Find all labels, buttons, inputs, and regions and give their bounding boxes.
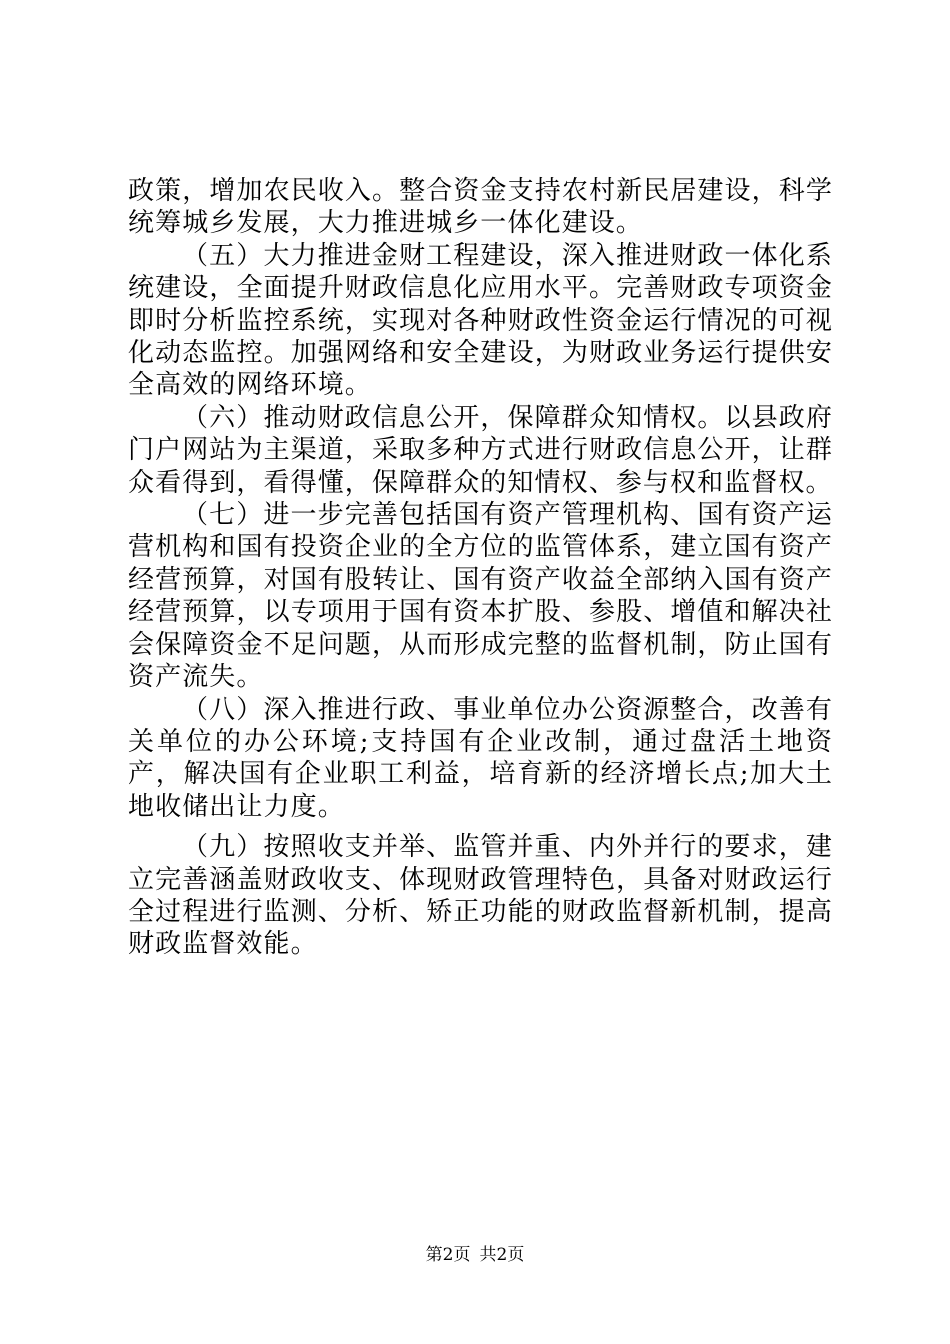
paragraph-seven: （七）进一步完善包括国有资产管理机构、国有资产运营机构和国有投资企业的全方位的监管体系，建立国有资产经营预算，对国有股转让、国有资产收益全部纳入国有资产经营预算，以专项用于国有资本扩股、参股、增值和解决社会保障资金不足问题，从而形成完整的监督机制，防止国有资产流失。 (128, 500, 833, 693)
page-number: 第2页 (425, 1245, 471, 1265)
paragraph-five: （五）大力推进金财工程建设，深入推进财政一体化系统建设，全面提升财政信息化应用水平。完善财政专项资金即时分析监控系统，实现对各种财政性资金运行情况的可视化动态监控。加强网络和安全建设，为财政业务运行提供安全高效的网络环境。 (128, 240, 833, 401)
paragraph-eight: （八）深入推进行政、事业单位办公资源整合，改善有关单位的办公环境;支持国有企业改制，通过盘活土地资产，解决国有企业职工利益，培育新的经济增长点;加大土地收储出让力度。 (128, 694, 833, 822)
document-body (128, 175, 833, 961)
page-footer (0, 1243, 950, 1267)
paragraph-six: （六）推动财政信息公开，保障群众知情权。以县政府门户网站为主渠道，采取多种方式进行财政信息公开，让群众看得到，看得懂，保障群众的知情权、参与权和监督权。 (128, 402, 833, 498)
page-total: 共2页 (479, 1245, 525, 1265)
paragraph-nine: （九）按照收支并举、监管并重、内外并行的要求，建立完善涵盖财政收支、体现财政管理特色，具备对财政运行全过程进行监测、分析、矫正功能的财政监督新机制，提高财政监督效能。 (128, 832, 833, 960)
paragraph-continuation: 政策，增加农民收入。整合资金支持农村新民居建设，科学统筹城乡发展，大力推进城乡一体化建设。 (128, 176, 833, 239)
